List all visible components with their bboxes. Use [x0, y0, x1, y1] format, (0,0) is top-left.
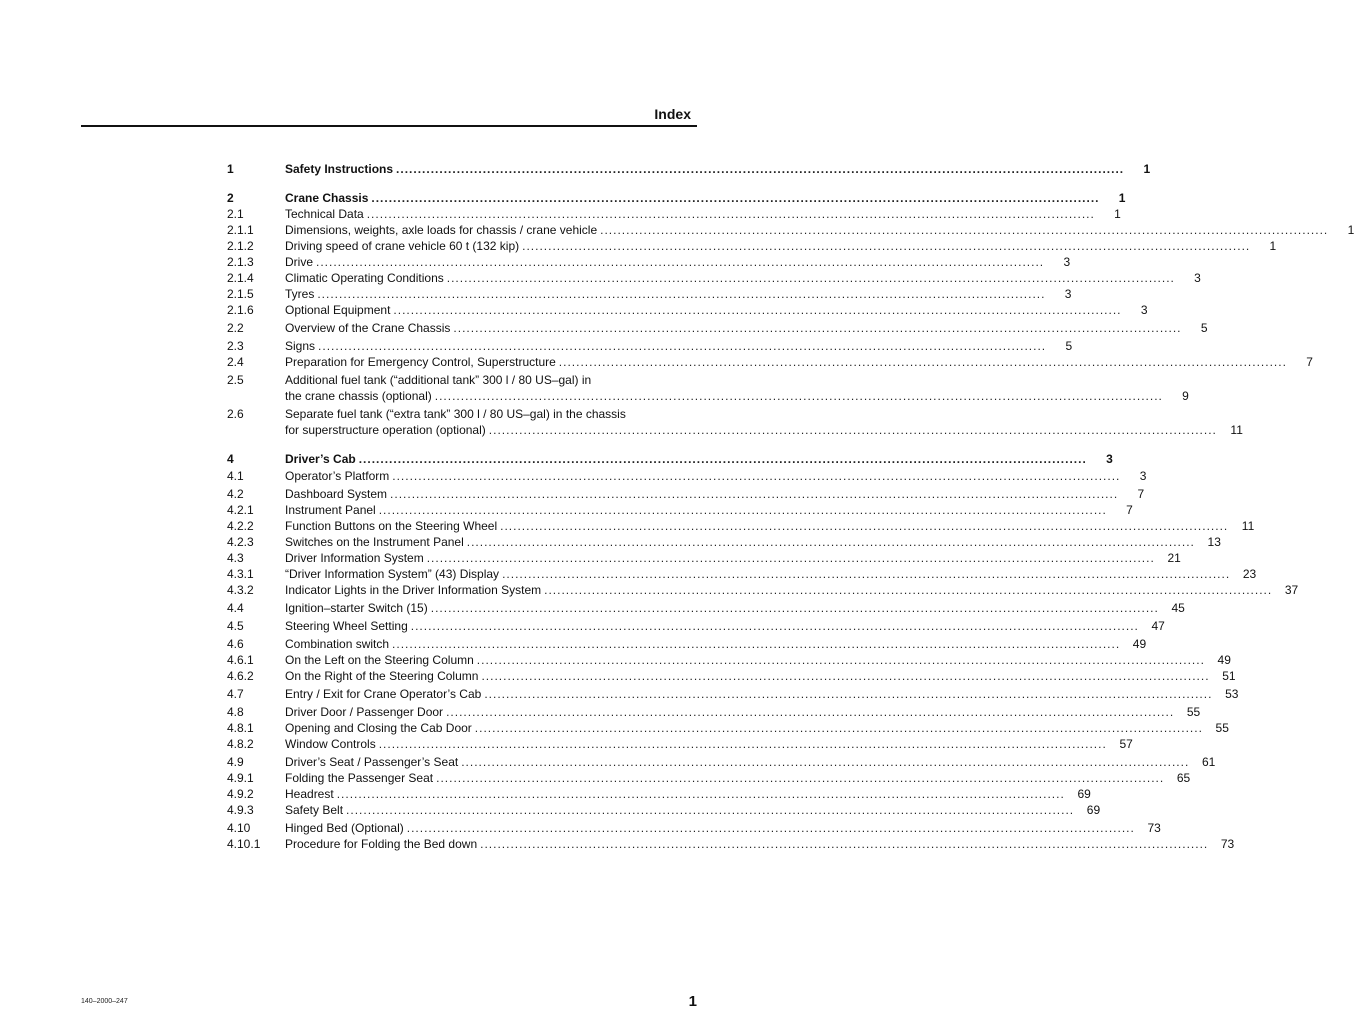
toc-entry-page: 51	[1222, 669, 1236, 683]
toc-entry-text	[285, 354, 1291, 370]
toc-entry-number: 4.3.2	[227, 583, 254, 597]
toc-entry[interactable]	[227, 686, 1239, 702]
toc-entry-number: 2.1.5	[227, 287, 254, 301]
toc-entry[interactable]	[227, 354, 1313, 370]
toc-entry-number: 4.9.1	[227, 771, 254, 785]
toc-entry-title: Crane Chassis	[285, 191, 369, 205]
dot-leader	[467, 534, 1195, 550]
toc-entry[interactable]	[227, 206, 1121, 222]
toc-entry-text	[285, 652, 1209, 668]
toc-entry-text	[285, 704, 1178, 720]
toc-entry[interactable]	[227, 320, 1208, 336]
toc-entry-page: 61	[1201, 755, 1216, 769]
toc-entry-title: Technical Data	[285, 207, 364, 221]
toc-entry-text	[285, 566, 1234, 582]
dot-leader	[436, 770, 1164, 786]
dot-leader	[318, 338, 1046, 354]
toc-entry-text	[285, 320, 1186, 336]
toc-entry-text	[285, 770, 1168, 786]
dot-leader	[600, 222, 1328, 238]
toc-entry-text	[285, 836, 1212, 852]
toc-entry-text	[285, 686, 1216, 702]
toc-entry-title: Indicator Lights in the Driver Information System	[285, 583, 542, 597]
toc-entry-number: 4.2.3	[227, 535, 254, 549]
dot-leader	[407, 820, 1135, 836]
toc-entry-number: 2.5	[227, 373, 244, 387]
toc-entry-title: Signs	[285, 339, 316, 353]
dot-leader	[481, 668, 1209, 684]
toc-entry-number: 4.9.3	[227, 803, 254, 817]
dot-leader	[522, 238, 1250, 254]
toc-entry-page: 65	[1176, 771, 1191, 785]
toc-entry-number: 4.3	[227, 551, 244, 565]
toc-entry[interactable]	[227, 704, 1201, 720]
toc-entry-text	[285, 802, 1078, 818]
toc-entry-title: Driver Door / Passenger Door	[285, 705, 444, 719]
toc-entry-number: 4.8.2	[227, 737, 254, 751]
dot-leader	[480, 836, 1208, 852]
toc-entry-page: 53	[1225, 687, 1239, 701]
dot-leader	[447, 270, 1175, 286]
toc-entry[interactable]	[227, 566, 1257, 582]
toc-entry-text	[285, 338, 1050, 354]
toc-entry-page: 73	[1147, 821, 1161, 835]
toc-entry-number: 4.5	[227, 619, 244, 633]
toc-entry[interactable]	[227, 754, 1216, 770]
toc-entry-title: Climatic Operating Conditions	[285, 271, 444, 285]
toc-entry-number: 2.1.4	[227, 271, 254, 285]
toc-entry-title: Safety Instructions	[285, 162, 394, 176]
toc-entry-text	[285, 786, 1069, 802]
toc-entry-title: Switches on the Instrument Panel	[285, 535, 464, 549]
toc-entry[interactable]	[227, 338, 1073, 354]
toc-entry-number: 2.6	[227, 407, 244, 421]
toc-entry-page: 55	[1186, 705, 1201, 719]
toc-entry-title: Folding the Passenger Seat	[285, 771, 434, 785]
toc-entry-page: 3	[1194, 271, 1201, 285]
toc-entry[interactable]	[227, 600, 1185, 616]
toc-entry-page: 3	[1140, 303, 1148, 317]
toc-entry-page: 69	[1086, 803, 1101, 817]
toc-entry[interactable]	[227, 802, 1101, 818]
toc-entry-page: 11	[1241, 519, 1255, 533]
toc-entry-title: Safety Belt	[285, 803, 344, 817]
header-divider	[81, 125, 697, 127]
toc-entry-number: 4.6	[227, 637, 244, 651]
toc-entry[interactable]	[227, 468, 1147, 484]
toc-entry-page: 9	[1182, 389, 1189, 403]
dot-leader	[337, 786, 1065, 802]
toc-entry[interactable]	[227, 550, 1181, 566]
toc-entry-number: 4.9.2	[227, 787, 254, 801]
toc-entry-title: Procedure for Folding the Bed down	[285, 837, 478, 851]
toc-entry-number: 4	[227, 452, 234, 466]
toc-entry-title: for superstructure operation (optional)	[285, 423, 486, 437]
toc-entry-page: 55	[1215, 721, 1229, 735]
toc-entry-text	[285, 754, 1193, 770]
toc-entry-page: 1	[1143, 162, 1151, 176]
toc-entry-page: 21	[1167, 551, 1181, 565]
toc-entry-title: Driver Information System	[285, 551, 424, 565]
toc-entry-text	[285, 254, 1048, 270]
toc-entry-number: 4.4	[227, 601, 244, 615]
toc-entry[interactable]	[227, 286, 1072, 302]
toc-entry-text	[285, 406, 1221, 438]
toc-entry-title: Opening and Closing the Cab Door	[285, 721, 472, 735]
toc-entry-title: Tyres	[285, 287, 315, 301]
toc-entry-title: Ignition–starter Switch (15)	[285, 601, 428, 615]
page-number: 1	[688, 993, 697, 1010]
toc-entry-number: 4.8.1	[227, 721, 254, 735]
toc-entry-title: Entry / Exit for Crane Operator’s Cab	[285, 687, 482, 701]
dot-leader	[427, 550, 1155, 566]
toc-entry-text	[285, 636, 1124, 652]
toc-entry-title: Operator’s Platform	[285, 469, 390, 483]
toc-entry-title: Preparation for Emergency Control, Superstructure	[285, 355, 556, 369]
dot-leader	[317, 286, 1045, 302]
toc-entry-title: Overview of the Crane Chassis	[285, 321, 451, 335]
dot-leader	[367, 206, 1095, 222]
toc-entry-page: 49	[1132, 637, 1147, 651]
dot-leader	[392, 468, 1120, 484]
toc-entry-page: 3	[1106, 452, 1113, 466]
toc-entry-page: 3	[1063, 255, 1071, 269]
toc-entry-text	[285, 486, 1122, 502]
toc-entry-page: 3	[1139, 469, 1147, 483]
toc-entry[interactable]	[227, 786, 1091, 802]
toc-entry[interactable]	[227, 668, 1236, 684]
dot-leader	[453, 320, 1181, 336]
dot-leader	[392, 636, 1120, 652]
toc-entry-title: Driver’s Cab	[285, 452, 356, 466]
toc-entry-title: Instrument Panel	[285, 503, 376, 517]
toc-entry-number: 2.1	[227, 207, 244, 221]
toc-entry-number: 4.10	[227, 821, 251, 835]
toc-entry-page: 23	[1242, 567, 1257, 581]
toc-entry[interactable]	[227, 652, 1231, 668]
toc-entry-page: 45	[1171, 601, 1185, 615]
toc-entry-number: 2.1.6	[227, 303, 254, 317]
dot-leader	[411, 618, 1139, 634]
toc-entry[interactable]	[227, 372, 1189, 404]
dot-leader	[461, 754, 1189, 770]
toc-entry[interactable]	[227, 451, 1113, 467]
toc-entry-page: 1	[1269, 239, 1277, 253]
toc-entry-number: 4.2.1	[227, 503, 254, 517]
toc-entry-title: “Driver Information System” (43) Display	[285, 567, 500, 581]
toc-entry-number: 2.1.3	[227, 255, 254, 269]
dot-leader	[396, 161, 1124, 177]
toc-entry-text	[285, 618, 1143, 634]
toc-entry-title: Headrest	[285, 787, 334, 801]
toc-entry-number: 4.9	[227, 755, 244, 769]
dot-leader	[502, 566, 1230, 582]
toc-entry-page: 47	[1151, 619, 1165, 633]
toc-entry-text	[285, 600, 1163, 616]
dot-leader	[371, 190, 1099, 206]
toc-entry[interactable]	[227, 770, 1191, 786]
dot-leader	[559, 354, 1287, 370]
table-of-contents	[227, 161, 1354, 852]
toc-entry[interactable]	[227, 161, 1151, 177]
toc-entry[interactable]	[227, 238, 1277, 254]
toc-entry-page: 49	[1217, 653, 1231, 667]
dot-leader	[489, 422, 1217, 438]
dot-leader	[390, 486, 1118, 502]
toc-entry-title: Hinged Bed (Optional)	[285, 821, 404, 835]
toc-entry[interactable]	[227, 302, 1148, 318]
toc-entry-number: 4.7	[227, 687, 244, 701]
dot-leader	[346, 802, 1074, 818]
toc-entry[interactable]	[227, 836, 1235, 852]
toc-entry-title: Dimensions, weights, axle loads for chassis / crane vehicle	[285, 223, 598, 237]
toc-entry-title: Drive	[285, 255, 314, 269]
toc-entry-page: 1	[1347, 223, 1354, 237]
toc-entry-number: 2.1.1	[227, 223, 254, 237]
dot-leader	[477, 652, 1205, 668]
toc-entry-number: 2	[227, 191, 234, 205]
toc-entry-text	[285, 736, 1111, 752]
dot-leader	[484, 686, 1212, 702]
dot-leader	[435, 388, 1163, 404]
line-spacer	[591, 372, 1167, 388]
toc-entry-page: 1	[1118, 191, 1126, 205]
toc-entry-text	[285, 190, 1103, 206]
toc-entry[interactable]	[227, 736, 1133, 752]
toc-entry-text	[285, 302, 1126, 318]
dot-leader	[431, 600, 1159, 616]
toc-entry-text	[285, 222, 1332, 238]
dot-leader	[379, 736, 1107, 752]
toc-entry-text	[285, 582, 1276, 598]
toc-entry-title: Driving speed of crane vehicle 60 t (132 kip)	[285, 239, 520, 253]
toc-entry-title: Function Buttons on the Steering Wheel	[285, 519, 498, 533]
dot-leader	[379, 502, 1107, 518]
dot-leader	[500, 518, 1228, 534]
toc-entry-page: 13	[1207, 535, 1221, 549]
toc-entry-title: Optional Equipment	[285, 303, 391, 317]
toc-entry-page: 7	[1306, 355, 1313, 369]
dot-leader	[475, 720, 1203, 736]
toc-entry-text	[285, 550, 1159, 566]
toc-entry[interactable]	[227, 534, 1221, 550]
toc-entry-title: Window Controls	[285, 737, 376, 751]
toc-entry-title: Steering Wheel Setting	[285, 619, 408, 633]
dot-leader	[359, 451, 1087, 467]
toc-entry-number: 4.6.2	[227, 669, 254, 683]
toc-entry-number: 2.3	[227, 339, 244, 353]
toc-entry[interactable]	[227, 270, 1201, 286]
toc-entry-number: 2.1.2	[227, 239, 254, 253]
toc-entry[interactable]	[227, 254, 1071, 270]
toc-entry-title: Combination switch	[285, 637, 390, 651]
toc-entry-text	[285, 502, 1111, 518]
toc-entry-title: Separate fuel tank (“extra tank” 300 l / 80 US–gal) in the chassis	[285, 407, 626, 421]
toc-entry-text	[285, 668, 1214, 684]
toc-entry-text	[285, 820, 1139, 836]
toc-entry-text	[285, 206, 1099, 222]
toc-entry[interactable]	[227, 518, 1255, 534]
toc-entry-title: the crane chassis (optional)	[285, 389, 432, 403]
toc-entry[interactable]	[227, 502, 1133, 518]
toc-entry-number: 2.2	[227, 321, 244, 335]
toc-entry-page: 5	[1065, 339, 1073, 353]
toc-entry[interactable]	[227, 618, 1165, 634]
toc-entry-text	[285, 534, 1199, 550]
toc-entry[interactable]	[227, 720, 1229, 736]
toc-entry-text	[285, 518, 1232, 534]
toc-entry-number: 4.2.2	[227, 519, 254, 533]
toc-entry-page: 11	[1230, 423, 1243, 437]
toc-entry[interactable]	[227, 636, 1147, 652]
toc-entry-number: 4.2	[227, 487, 244, 501]
toc-entry[interactable]	[227, 190, 1126, 206]
toc-entry[interactable]	[227, 820, 1161, 836]
page-header-title: Index	[654, 106, 691, 122]
toc-entry-text	[285, 468, 1124, 484]
toc-entry-text	[285, 270, 1179, 286]
dot-leader	[393, 302, 1121, 318]
toc-entry-text	[285, 161, 1128, 177]
toc-entry-number: 4.1	[227, 469, 244, 483]
toc-entry-page: 1	[1114, 207, 1121, 221]
toc-entry-title: Additional fuel tank (“additional tank” 300 l / 80 US–gal) in	[285, 373, 592, 387]
toc-entry[interactable]	[227, 222, 1354, 238]
line-spacer	[626, 406, 1221, 422]
toc-entry[interactable]	[227, 486, 1145, 502]
toc-entry-text	[285, 286, 1049, 302]
toc-entry-page: 69	[1077, 787, 1091, 801]
toc-entry-title: Dashboard System	[285, 487, 388, 501]
toc-entry-number: 2.4	[227, 355, 244, 369]
toc-entry-number: 1	[227, 162, 234, 176]
dot-leader	[544, 582, 1272, 598]
toc-entry[interactable]	[227, 582, 1299, 598]
toc-entry-page: 7	[1126, 503, 1133, 517]
toc-entry-title: On the Right of the Steering Column	[285, 669, 479, 683]
toc-entry-title: Driver’s Seat / Passenger’s Seat	[285, 755, 459, 769]
toc-entry-title: On the Left on the Steering Column	[285, 653, 474, 667]
toc-entry-page: 5	[1200, 321, 1208, 335]
toc-entry-number: 4.8	[227, 705, 244, 719]
toc-entry-page: 57	[1119, 737, 1133, 751]
toc-entry[interactable]	[227, 406, 1243, 438]
toc-entry-page: 3	[1064, 287, 1072, 301]
toc-entry-page: 37	[1284, 583, 1299, 597]
toc-entry-page: 7	[1137, 487, 1145, 501]
toc-entry-text	[285, 238, 1254, 254]
dot-leader	[446, 704, 1174, 720]
toc-entry-text	[285, 720, 1207, 736]
toc-entry-number: 4.3.1	[227, 567, 254, 581]
toc-entry-text	[285, 451, 1091, 467]
dot-leader	[316, 254, 1044, 270]
toc-entry-number: 4.10.1	[227, 837, 261, 851]
toc-entry-page: 73	[1220, 837, 1235, 851]
toc-entry-number: 4.6.1	[227, 653, 254, 667]
document-code: 140–2000–247	[81, 998, 128, 1005]
toc-entry-text	[285, 372, 1167, 404]
